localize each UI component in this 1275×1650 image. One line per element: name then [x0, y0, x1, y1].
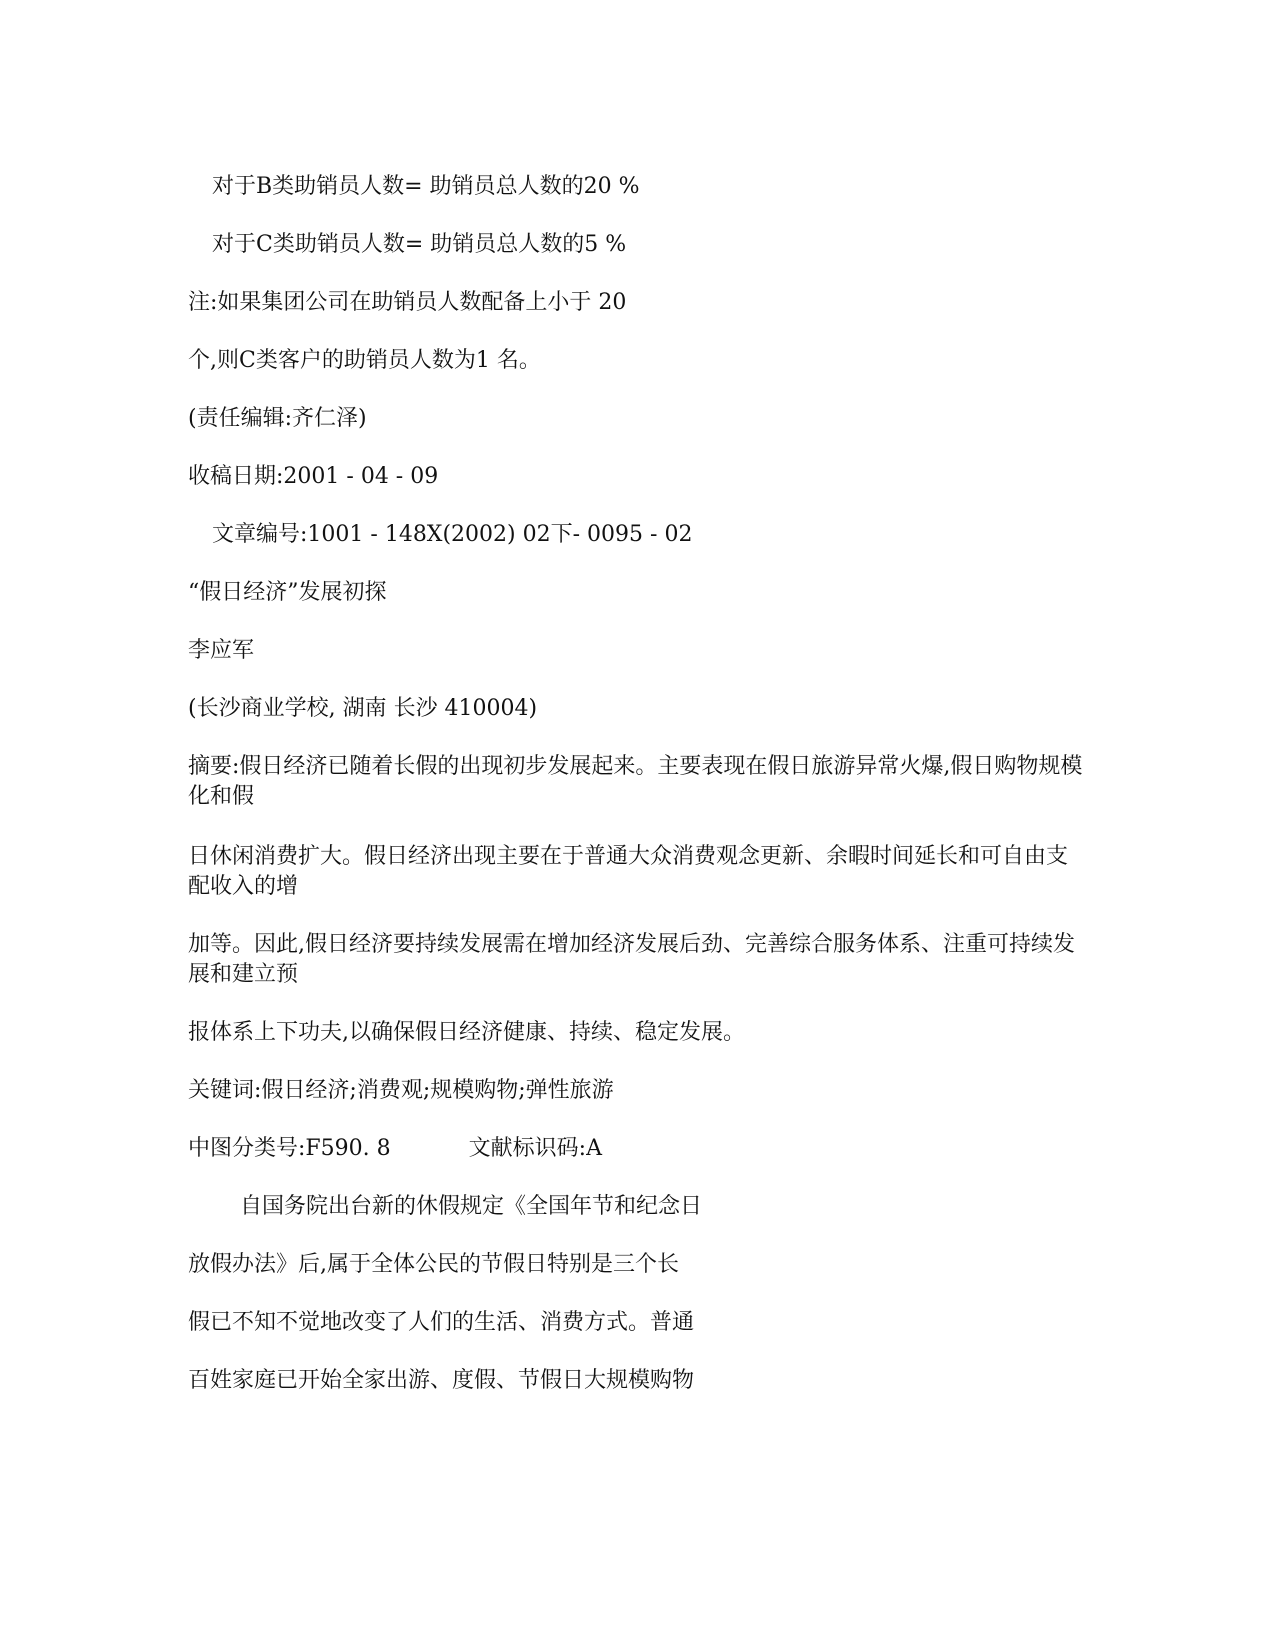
clc-number: 中图分类号:F590. 8	[188, 1136, 391, 1161]
text-line-b-class-staff: 对于B类助销员人数= 助销员总人数的20 %	[212, 174, 640, 199]
responsible-editor: (责任编辑:齐仁泽)	[188, 406, 367, 431]
document-code: 文献标识码:A	[468, 1136, 602, 1161]
keywords: 关键词:假日经济;消费观;规模购物;弹性旅游	[188, 1078, 614, 1103]
body-paragraph-line-4: 百姓家庭已开始全家出游、度假、节假日大规模购物	[188, 1368, 695, 1393]
abstract-line-1: 摘要:假日经济已随着长假的出现初步发展起来。主要表现在假日旅游异常火爆,假日购物规模化和假	[188, 754, 1083, 809]
text-line-note-continued: 个,则C类客户的助销员人数为1 名。	[188, 348, 541, 373]
abstract-line-4: 报体系上下功夫,以确保假日经济健康、持续、稳定发展。	[188, 1020, 745, 1045]
abstract-line-2: 日休闲消费扩大。假日经济出现主要在于普通大众消费观念更新、余暇时间延长和可自由支配收入的增	[188, 844, 1069, 899]
abstract-line-3: 加等。因此,假日经济要持续发展需在增加经济发展后劲、完善综合服务体系、注重可持续发展和建立预	[188, 932, 1075, 987]
classification-row	[188, 1134, 602, 1164]
author-affiliation: (长沙商业学校, 湖南 长沙 410004)	[188, 696, 538, 721]
body-paragraph-line-2: 放假办法》后,属于全体公民的节假日特别是三个长	[188, 1252, 679, 1277]
article-number: 文章编号:1001 - 148X(2002) 02下- 0095 - 02	[212, 522, 693, 547]
text-line-note: 注:如果集团公司在助销员人数配备上小于 20	[188, 290, 627, 315]
received-date: 收稿日期:2001 - 04 - 09	[188, 464, 439, 489]
body-paragraph-line-1: 自国务院出台新的休假规定《全国年节和纪念日	[240, 1194, 703, 1219]
author-name: 李应军	[188, 638, 255, 663]
text-line-c-class-staff: 对于C类助销员人数= 助销员总人数的5 %	[212, 232, 627, 257]
article-title: “假日经济”发展初探	[188, 580, 387, 605]
body-paragraph-line-3: 假已不知不觉地改变了人们的生活、消费方式。普通	[188, 1310, 695, 1335]
